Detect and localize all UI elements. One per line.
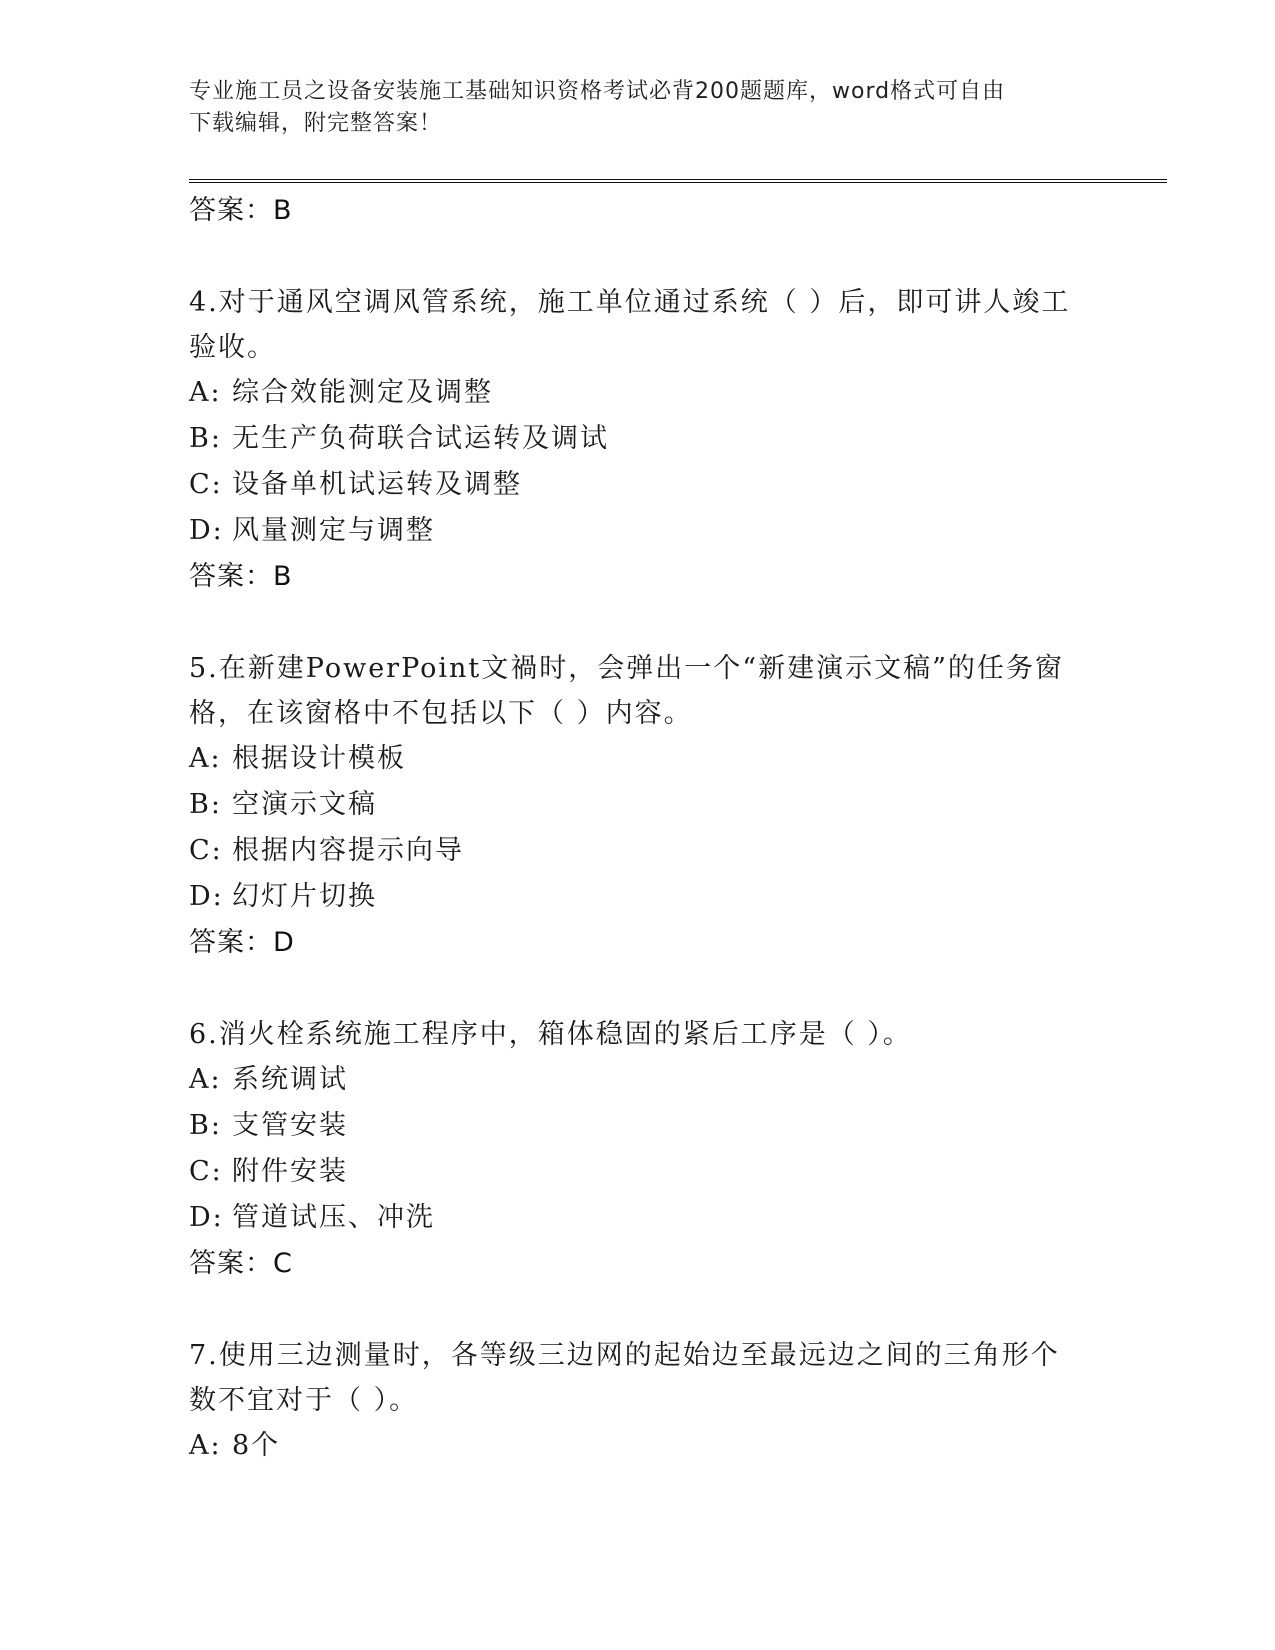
answer-line: 答案：D: [189, 927, 295, 958]
option-key: C:: [189, 835, 223, 866]
option-d: [189, 508, 1089, 554]
header-line-2: 下载编辑，附完整答案！: [189, 111, 443, 136]
option-text: 系统调试: [232, 1064, 348, 1095]
option-text: 无生产负荷联合试运转及调试: [232, 423, 609, 454]
option-text: 设备单机试运转及调整: [232, 469, 522, 500]
question-line: 格，在该窗格中不包括以下（ ）内容。: [189, 698, 693, 729]
answer-line: 答案：C: [189, 1248, 293, 1279]
question-line: 5.在新建PowerPoint文禍时，会弹出一个“新建演示文稿”的任务窗: [189, 653, 1064, 684]
document-body: [189, 188, 1089, 1469]
option-text: 幻灯片切换: [232, 881, 377, 912]
option-a: [189, 736, 1089, 782]
header-divider: [189, 179, 1167, 183]
option-text: 综合效能测定及调整: [232, 377, 493, 408]
option-b: [189, 416, 1089, 462]
question-line: 6.消火栓系统施工程序中，箱体稳固的紧后工序是（ ）。: [189, 1019, 912, 1050]
option-text: 附件安装: [232, 1156, 348, 1187]
question-line: 7.使用三边测量时，各等级三边网的起始边至最远边之间的三角形个: [189, 1340, 1060, 1371]
question-block: [189, 646, 1089, 966]
option-key: A:: [189, 1064, 222, 1095]
option-key: B:: [189, 423, 222, 454]
option-key: D:: [189, 1202, 224, 1233]
option-a: [189, 1423, 1089, 1469]
option-key: A:: [189, 1430, 222, 1461]
option-text: 根据内容提示向导: [232, 835, 464, 866]
option-key: A:: [189, 743, 222, 774]
option-key: A:: [189, 377, 222, 408]
question-text: [189, 1012, 1089, 1057]
option-text: 风量测定与调整: [232, 515, 435, 546]
option-c: [189, 462, 1089, 508]
question-line: 数不宜对于（ ）。: [189, 1385, 419, 1416]
question-block: [189, 280, 1089, 600]
option-key: C:: [189, 1156, 223, 1187]
option-key: C:: [189, 469, 223, 500]
option-key: D:: [189, 881, 224, 912]
option-b: [189, 782, 1089, 828]
option-key: D:: [189, 515, 224, 546]
option-text: 根据设计模板: [232, 743, 406, 774]
header-line-1: 专业施工员之设备安装施工基础知识资格考试必背200题题库，word格式可自由: [189, 79, 1006, 104]
option-key: B:: [189, 1110, 222, 1141]
option-d: [189, 1195, 1089, 1241]
question-block: [189, 1012, 1089, 1287]
option-text: 空演示文稿: [232, 789, 377, 820]
option-c: [189, 828, 1089, 874]
option-key: B:: [189, 789, 222, 820]
option-c: [189, 1149, 1089, 1195]
option-a: [189, 1057, 1089, 1103]
question-line: 4.对于通风空调风管系统，施工单位通过系统（ ）后，即可讲人竣工: [189, 287, 1071, 318]
question-text: [189, 280, 1089, 370]
option-a: [189, 370, 1089, 416]
question-text: [189, 1333, 1089, 1423]
question-block: [189, 1333, 1089, 1469]
answer-line: 答案：B: [189, 561, 293, 592]
option-b: [189, 1103, 1089, 1149]
option-d: [189, 874, 1089, 920]
option-text: 支管安装: [232, 1110, 348, 1141]
answer-line: 答案：B: [189, 195, 293, 226]
option-text: 8个: [232, 1430, 281, 1461]
document-header: [189, 76, 1069, 140]
question-line: 验收。: [189, 332, 276, 363]
option-text: 管道试压、冲洗: [232, 1202, 435, 1233]
question-text: [189, 646, 1089, 736]
